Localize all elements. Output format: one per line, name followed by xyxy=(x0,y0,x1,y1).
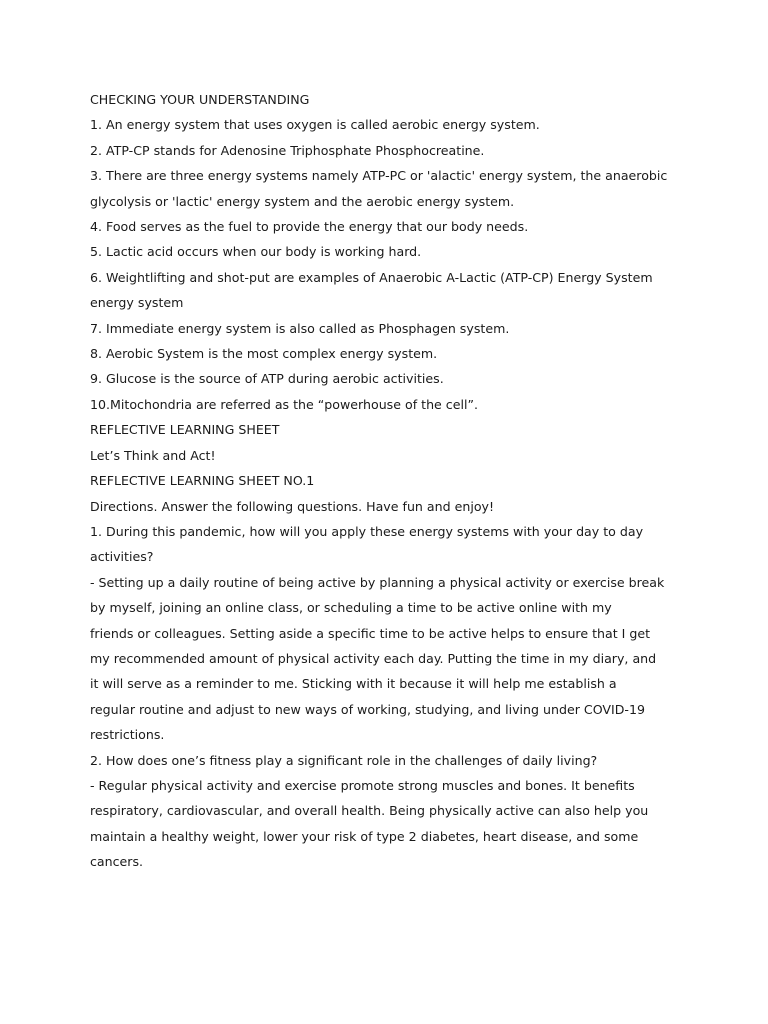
document-page xyxy=(90,87,690,875)
question-1-line-2: activities? xyxy=(90,549,154,565)
answer-2-line-2: respiratory, cardiovascular, and overall health. Being physically active can also help you xyxy=(90,803,649,819)
answer-item-3-line-2: glycolysis or 'lactic' energy system and the aerobic energy system. xyxy=(90,193,515,209)
answer-item-3-line-1: 3. There are three energy systems namely ATP-PC or 'alactic' energy system, the anaerobic xyxy=(90,168,668,184)
answer-1-line-2: by myself, joining an online class, or scheduling a time to be active online with my xyxy=(90,600,612,616)
answer-item-2: 2. ATP-CP stands for Adenosine Triphosphate Phosphocreatine. xyxy=(90,142,485,158)
answer-1-line-6: regular routine and adjust to new ways of working, studying, and living under COVID-19 xyxy=(90,701,645,717)
answer-item-9: 9. Glucose is the source of ATP during aerobic activities. xyxy=(90,371,444,387)
answer-item-6-line-1: 6. Weightlifting and shot-put are examples of Anaerobic A-Lactic (ATP-CP) Energy System xyxy=(90,269,653,285)
answer-2-line-1: - Regular physical activity and exercise promote strong muscles and bones. It benefits xyxy=(90,777,635,793)
answer-1-line-5: it will serve as a reminder to me. Sticking with it because it will help me establish a xyxy=(90,676,617,692)
section-heading-checking-understanding: CHECKING YOUR UNDERSTANDING xyxy=(90,92,310,107)
answer-2-line-4: cancers. xyxy=(90,854,144,870)
subheading-think-and-act: Let’s Think and Act! xyxy=(90,447,216,463)
answer-item-8: 8. Aerobic System is the most complex energy system. xyxy=(90,346,438,362)
answer-item-7: 7. Immediate energy system is also called as Phosphagen system. xyxy=(90,320,510,336)
section-heading-reflective-learning-sheet: REFLECTIVE LEARNING SHEET xyxy=(90,422,280,438)
question-1-line-1: 1. During this pandemic, how will you apply these energy systems with your day to day xyxy=(90,523,644,539)
answer-item-6-line-2: energy system xyxy=(90,295,184,311)
answer-item-1: 1. An energy system that uses oxygen is called aerobic energy system. xyxy=(90,117,540,133)
answer-item-5: 5. Lactic acid occurs when our body is working hard. xyxy=(90,244,422,260)
answer-1-line-1: - Setting up a daily routine of being active by planning a physical activity or exercise break xyxy=(90,574,665,590)
directions-text: Directions. Answer the following questions. Have fun and enjoy! xyxy=(90,498,495,514)
answer-item-4: 4. Food serves as the fuel to provide the energy that our body needs. xyxy=(90,219,529,235)
answer-1-line-4: my recommended amount of physical activity each day. Putting the time in my diary, and xyxy=(90,650,657,666)
question-2: 2. How does one’s fitness play a significant role in the challenges of daily living? xyxy=(90,752,598,768)
answer-2-line-3: maintain a healthy weight, lower your risk of type 2 diabetes, heart disease, and some xyxy=(90,828,639,844)
answer-1-line-7: restrictions. xyxy=(90,727,165,743)
sheet-number-heading: REFLECTIVE LEARNING SHEET NO.1 xyxy=(90,473,315,489)
answer-1-line-3: friends or colleagues. Setting aside a specific time to be active helps to ensure that I get xyxy=(90,625,651,641)
answer-item-10: 10.Mitochondria are referred as the “powerhouse of the cell”. xyxy=(90,396,478,412)
